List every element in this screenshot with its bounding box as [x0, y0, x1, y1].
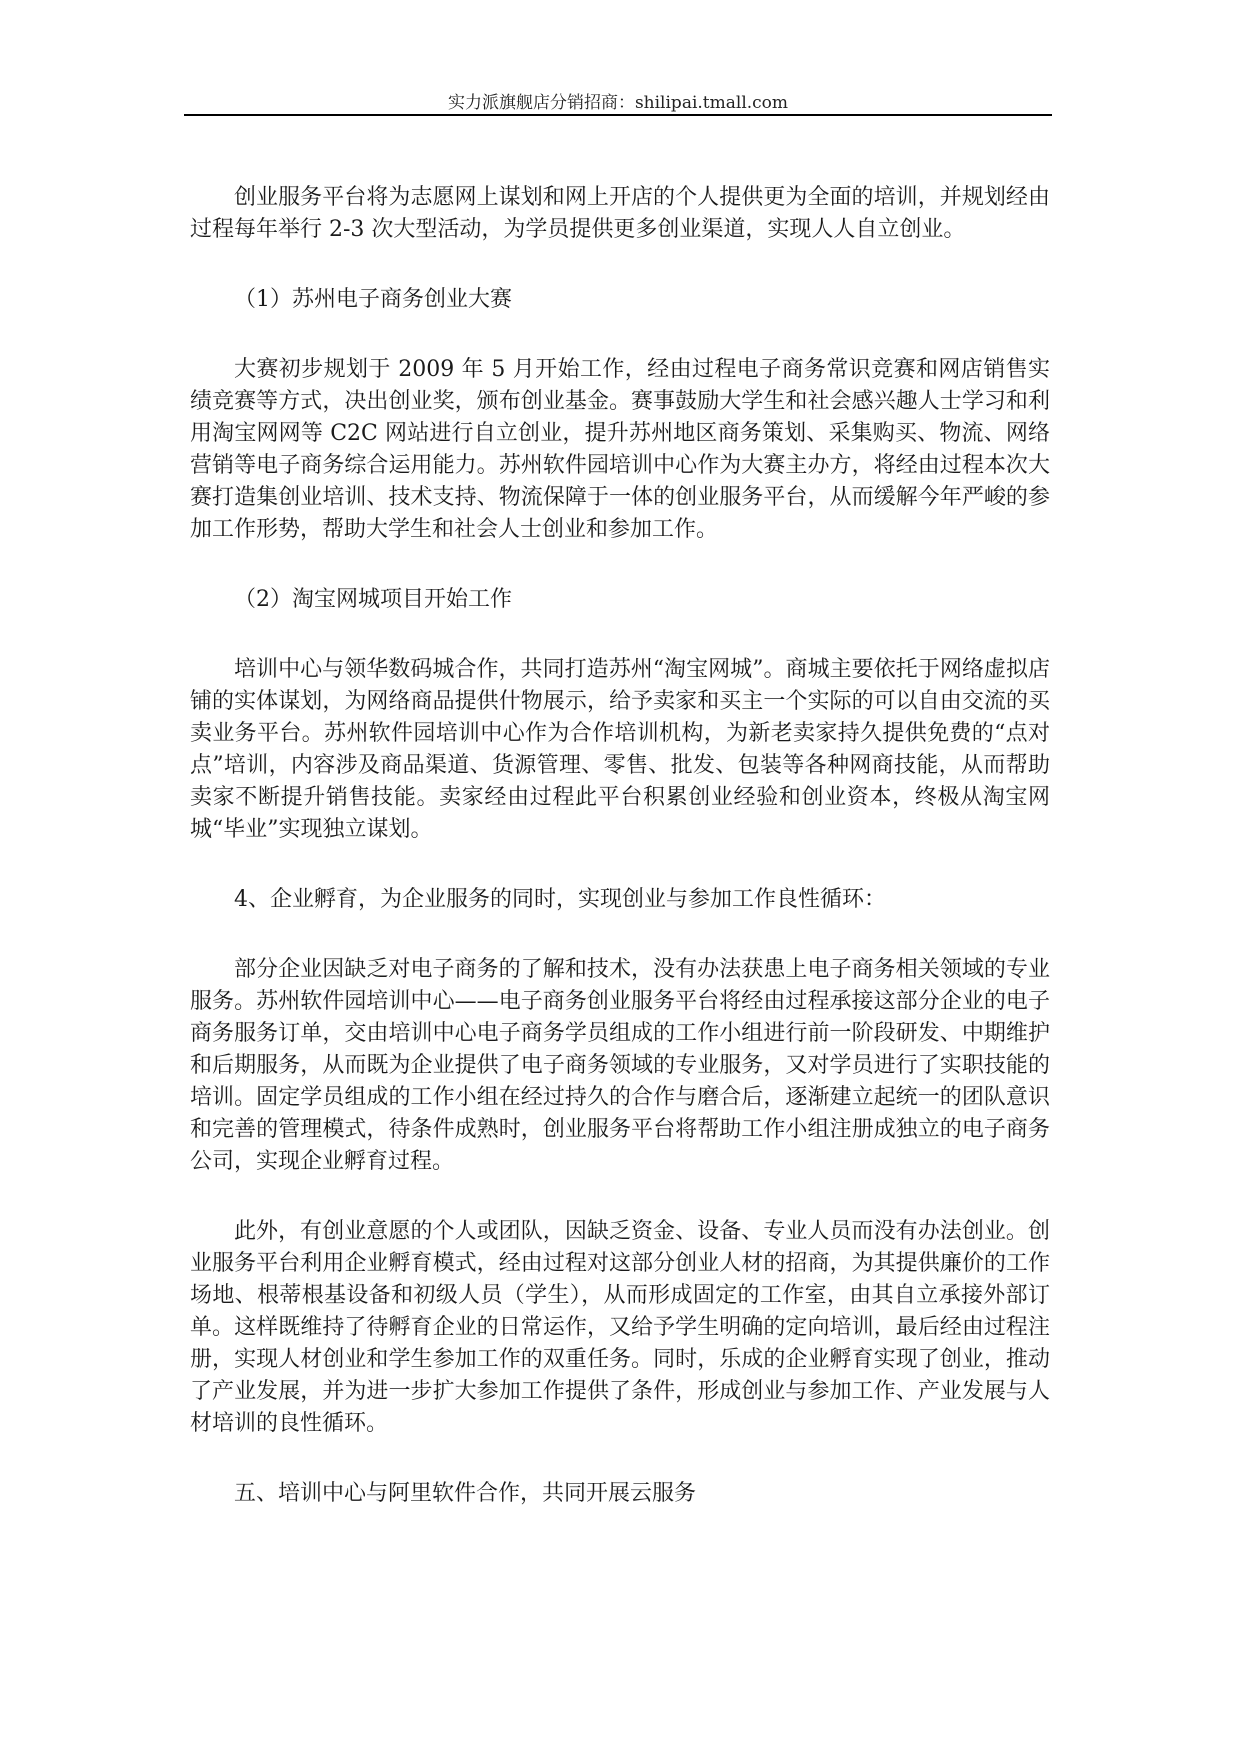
- page-header: 实力派旗舰店分销招商：shilipai.tmall.com: [447, 93, 789, 113]
- heading-suzhou-contest: （1）苏州电子商务创业大赛: [234, 287, 512, 312]
- paragraph-incubation-2: 此外，有创业意愿的个人或团队，因缺乏资金、设备、专业人员而没有办法创业。创业服务平台利用企业孵育模式，经由过程对这部分创业人材的招商，为其提供廉价的工作场地、根蒂根基设备和初级人员（学生），从而形成固定的工作室，由其自立承接外部订单。这样既维持了待孵育企业的日常运作，又给予学生明确的定向培训，最后经由过程注册，实现人材创业和学生参加工作的双重任务。同时，乐成的企业孵育实现了创业，推动了产业发展，并为进一步扩大参加工作提供了条件，形成创业与参加工作、产业发展与人材培训的良性循环。: [190, 1219, 1050, 1436]
- paragraph-taobao-city: 培训中心与领华数码城合作，共同打造苏州“淘宝网城”。商城主要依托于网络虚拟店铺的实体谋划，为网络商品提供什物展示，给予卖家和买主一个实际的可以自由交流的买卖业务平台。苏州软件园培训中心作为合作培训机构，为新老卖家持久提供免费的“点对点”培训，内容涉及商品渠道、货源管理、零售、批发、包装等各种网商技能，从而帮助卖家不断提升销售技能。卖家经由过程此平台积累创业经验和创业资本，终极从淘宝网城“毕业”实现独立谋划。: [190, 657, 1050, 842]
- heading-incubation: 4、企业孵育，为企业服务的同时，实现创业与参加工作良性循环：: [234, 887, 886, 912]
- paragraph-intro: 创业服务平台将为志愿网上谋划和网上开店的个人提供更为全面的培训，并规划经由过程每年举行 2-3 次大型活动，为学员提供更多创业渠道，实现人人自立创业。: [190, 185, 1050, 242]
- heading-cloud-service: 五、培训中心与阿里软件合作，共同开展云服务: [234, 1481, 697, 1506]
- paragraph-contest: 大赛初步规划于 2009 年 5 月开始工作，经由过程电子商务常识竞赛和网店销售实绩竞赛等方式，决出创业奖，颁布创业基金。赛事鼓励大学生和社会感兴趣人士学习和利用淘宝网网等 C2C 网站进行自立创业，提升苏州地区商务策划、采集购买、物流、网络营销等电子商务综合运用能力。苏州软件园培训中心作为大赛主办方，将经由过程本次大赛打造集创业培训、技术支持、物流保障于一体的创业服务平台，从而缓解今年严峻的参加工作形势，帮助大学生和社会人士创业和参加工作。: [190, 357, 1050, 542]
- paragraph-incubation-1: 部分企业因缺乏对电子商务的了解和技术，没有办法获患上电子商务相关领域的专业服务。苏州软件园培训中心——电子商务创业服务平台将经由过程承接这部分企业的电子商务服务订单，交由培训中心电子商务学员组成的工作小组进行前一阶段研发、中期维护和后期服务，从而既为企业提供了电子商务领域的专业服务，又对学员进行了实职技能的培训。固定学员组成的工作小组在经过持久的合作与磨合后，逐渐建立起统一的团队意识和完善的管理模式，待条件成熟时，创业服务平台将帮助工作小组注册成独立的电子商务公司，实现企业孵育过程。: [190, 957, 1050, 1174]
- header-divider: [184, 114, 1052, 116]
- heading-taobao-city: （2）淘宝网城项目开始工作: [234, 587, 512, 612]
- document-body: [190, 182, 1050, 1548]
